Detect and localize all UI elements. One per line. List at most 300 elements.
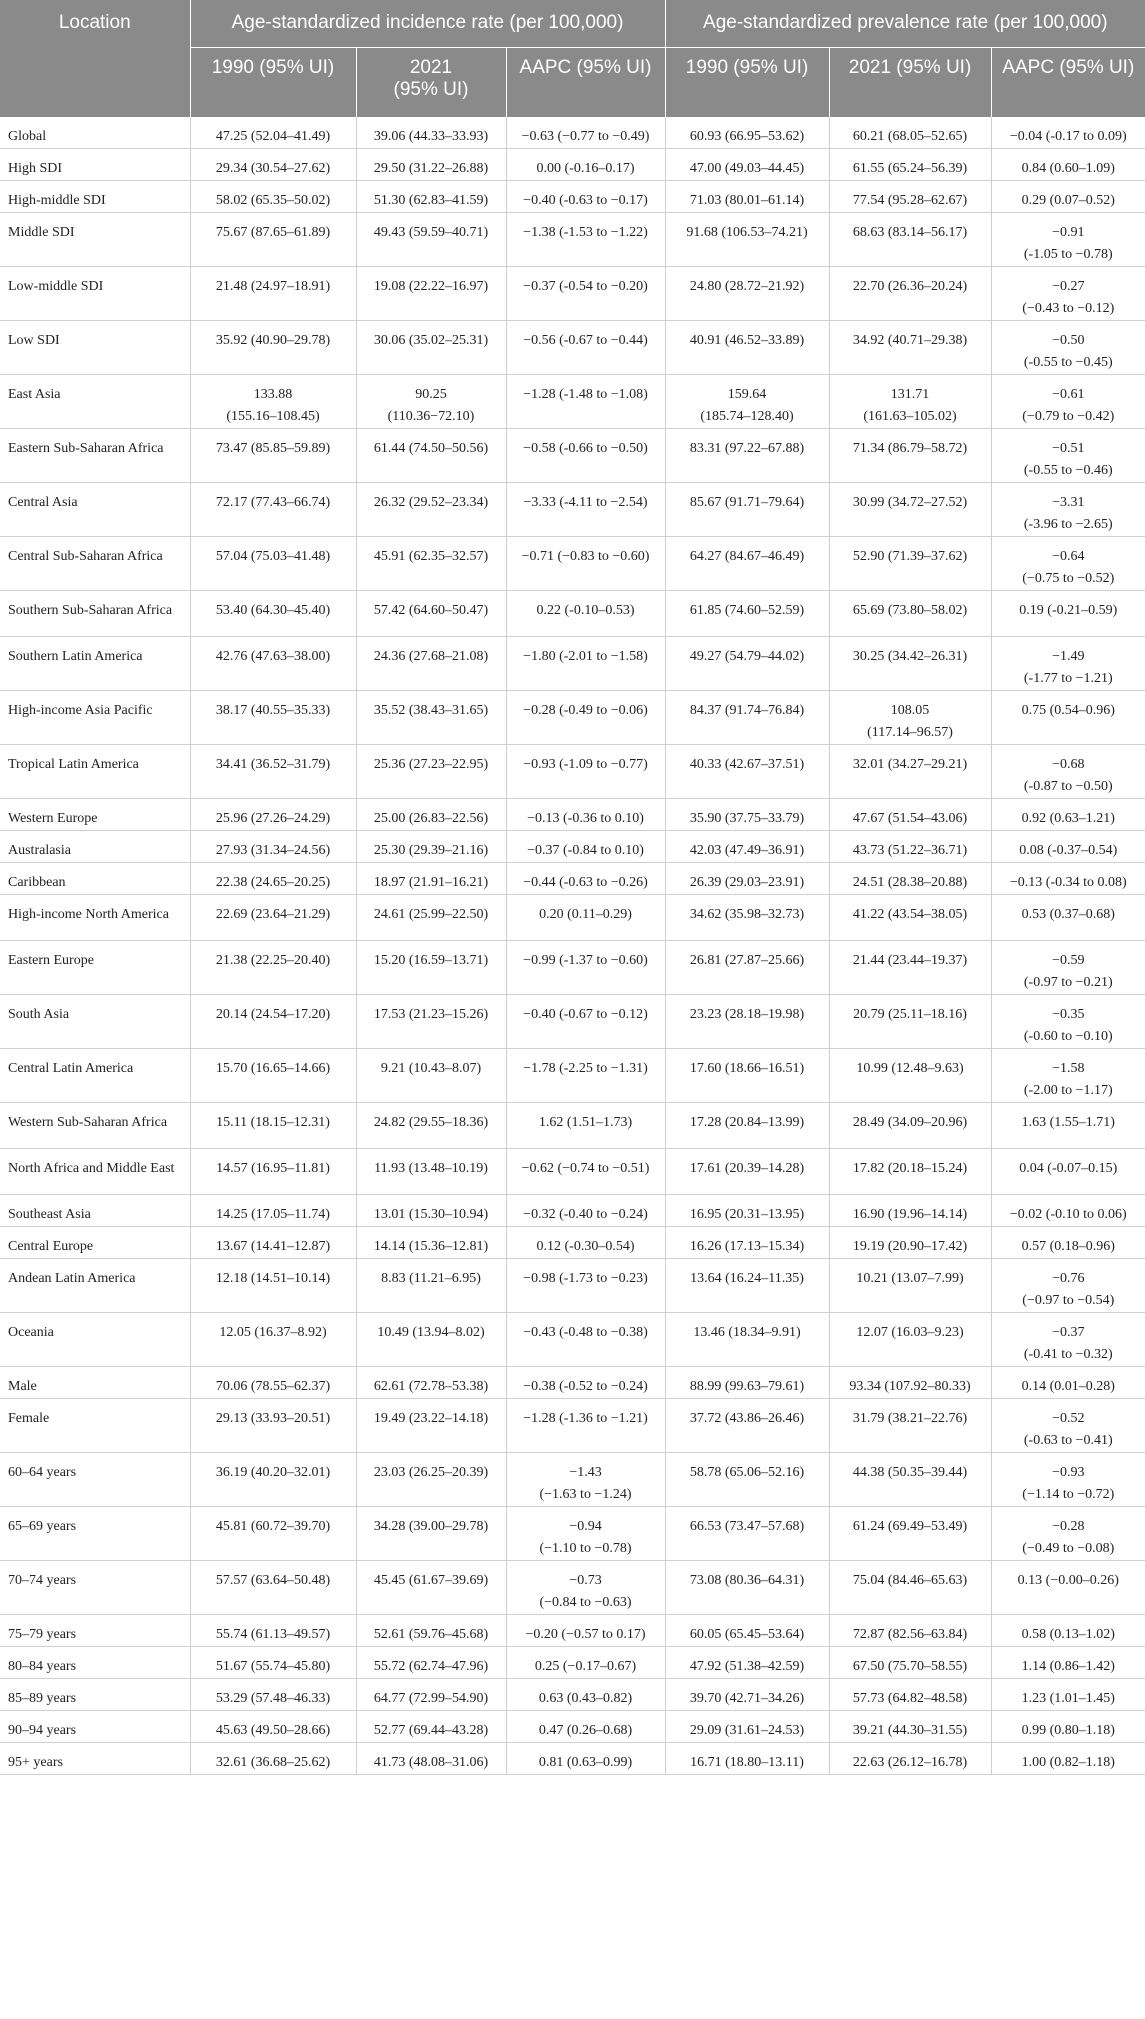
incidence-1990-cell: 27.93 (31.34–24.56): [190, 831, 356, 863]
incidence-aapc-cell: −0.62 (−0.74 to −0.51): [506, 1149, 665, 1195]
incidence-2021-cell: 55.72 (62.74–47.96): [356, 1647, 506, 1679]
incidence-2021-cell: 15.20 (16.59–13.71): [356, 941, 506, 995]
incidence-1990-cell: 29.34 (30.54–27.62): [190, 149, 356, 181]
incidence-aapc-cell: 0.47 (0.26–0.68): [506, 1711, 665, 1743]
table-row: [0, 1149, 1145, 1195]
prevalence-2021-cell: 43.73 (51.22–36.71): [829, 831, 991, 863]
incidence-1990-cell: 15.70 (16.65–14.66): [190, 1049, 356, 1103]
prevalence-2021-cell: 30.25 (34.42–26.31): [829, 637, 991, 691]
prevalence-aapc-cell: −1.58 (-2.00 to −1.17): [991, 1049, 1145, 1103]
prevalence-1990-cell: 71.03 (80.01–61.14): [665, 181, 829, 213]
prevalence-1990-cell: 17.60 (18.66–16.51): [665, 1049, 829, 1103]
incidence-aapc-cell: −0.40 (-0.63 to −0.17): [506, 181, 665, 213]
prevalence-aapc-cell: −0.76 (−0.97 to −0.54): [991, 1259, 1145, 1313]
prevalence-1990-cell: 60.93 (66.95–53.62): [665, 117, 829, 149]
location-header: Location: [0, 0, 190, 117]
prevalence-2021-cell: 61.24 (69.49–53.49): [829, 1507, 991, 1561]
table-row: [0, 799, 1145, 831]
table-row: [0, 1743, 1145, 1775]
incidence-2021-cell: 64.77 (72.99–54.90): [356, 1679, 506, 1711]
prevalence-aapc-cell: 0.57 (0.18–0.96): [991, 1227, 1145, 1259]
incidence-aapc-cell: −0.58 (-0.66 to −0.50): [506, 429, 665, 483]
incidence-aapc-cell: −0.71 (−0.83 to −0.60): [506, 537, 665, 591]
table-row: [0, 1647, 1145, 1679]
incidence-1990-cell: 22.38 (24.65–20.25): [190, 863, 356, 895]
prevalence-1990-cell: 159.64 (185.74–128.40): [665, 375, 829, 429]
location-cell: Central Asia: [0, 483, 190, 537]
incidence-aapc-cell: −1.38 (-1.53 to −1.22): [506, 213, 665, 267]
prevalence-1990-cell: 58.78 (65.06–52.16): [665, 1453, 829, 1507]
incidence-2021-cell: 24.36 (27.68–21.08): [356, 637, 506, 691]
incidence-aapc-cell: −0.63 (−0.77 to −0.49): [506, 117, 665, 149]
prevalence-1990-cell: 47.92 (51.38–42.59): [665, 1647, 829, 1679]
incidence-2021-cell: 11.93 (13.48–10.19): [356, 1149, 506, 1195]
location-cell: Low SDI: [0, 321, 190, 375]
incidence-aapc-cell: −0.98 (-1.73 to −0.23): [506, 1259, 665, 1313]
prevalence-2021-cell: 10.21 (13.07–7.99): [829, 1259, 991, 1313]
incidence-aapc-cell: −0.20 (−0.57 to 0.17): [506, 1615, 665, 1647]
incidence-2021-cell: 29.50 (31.22–26.88): [356, 149, 506, 181]
table-row: [0, 1103, 1145, 1149]
incidence-1990-cell: 29.13 (33.93–20.51): [190, 1399, 356, 1453]
prevalence-aapc-cell: −0.04 (-0.17 to 0.09): [991, 117, 1145, 149]
location-cell: East Asia: [0, 375, 190, 429]
prevalence-1990-cell: 17.61 (20.39–14.28): [665, 1149, 829, 1195]
prevalence-2021-cell: 22.70 (26.36–20.24): [829, 267, 991, 321]
table-row: [0, 691, 1145, 745]
incidence-aapc-cell: −0.38 (-0.52 to −0.24): [506, 1367, 665, 1399]
incidence-2021-cell: 19.49 (23.22–14.18): [356, 1399, 506, 1453]
prevalence-1990-cell: 23.23 (28.18–19.98): [665, 995, 829, 1049]
incidence-2021-cell: 51.30 (62.83–41.59): [356, 181, 506, 213]
table-row: [0, 181, 1145, 213]
incidence-2021-cell: 17.53 (21.23–15.26): [356, 995, 506, 1049]
table-row: [0, 1313, 1145, 1367]
incidence-aapc-cell: −1.80 (-2.01 to −1.58): [506, 637, 665, 691]
location-cell: Eastern Sub-Saharan Africa: [0, 429, 190, 483]
prevalence-2021-cell: 61.55 (65.24–56.39): [829, 149, 991, 181]
prevalence-aapc-cell: 0.29 (0.07–0.52): [991, 181, 1145, 213]
incidence-2021-cell: 18.97 (21.91–16.21): [356, 863, 506, 895]
prevalence-1990-cell: 85.67 (91.71–79.64): [665, 483, 829, 537]
prevalence-aapc-cell: 0.13 (−0.00–0.26): [991, 1561, 1145, 1615]
table-row: [0, 1561, 1145, 1615]
location-cell: Southern Latin America: [0, 637, 190, 691]
prevalence-aapc-cell: 0.84 (0.60–1.09): [991, 149, 1145, 181]
prevalence-1990-cell: 26.39 (29.03–23.91): [665, 863, 829, 895]
table-row: [0, 1507, 1145, 1561]
incidence-2021-cell: 35.52 (38.43–31.65): [356, 691, 506, 745]
prevalence-group-header: Age-standardized prevalence rate (per 100,000): [665, 0, 1145, 47]
prevalence-1990-cell: 13.46 (18.34–9.91): [665, 1313, 829, 1367]
prevalence-aapc-cell: −0.35 (-0.60 to −0.10): [991, 995, 1145, 1049]
prevalence-2021-cell: 68.63 (83.14–56.17): [829, 213, 991, 267]
location-cell: Male: [0, 1367, 190, 1399]
table-row: [0, 149, 1145, 181]
prevalence-aapc-cell: −0.91 (-1.05 to −0.78): [991, 213, 1145, 267]
incidence-1990-cell: 38.17 (40.55–35.33): [190, 691, 356, 745]
incidence-1990-cell: 15.11 (18.15–12.31): [190, 1103, 356, 1149]
prevalence-aapc-cell: 0.08 (-0.37–0.54): [991, 831, 1145, 863]
incidence-1990-cell: 53.29 (57.48–46.33): [190, 1679, 356, 1711]
table-row: [0, 429, 1145, 483]
table-row: [0, 375, 1145, 429]
location-cell: Central Europe: [0, 1227, 190, 1259]
location-cell: Low-middle SDI: [0, 267, 190, 321]
incidence-2021-cell: 62.61 (72.78–53.38): [356, 1367, 506, 1399]
table-row: [0, 1049, 1145, 1103]
prevalence-1990-cell: 64.27 (84.67–46.49): [665, 537, 829, 591]
table-header: [0, 0, 1145, 117]
prevalence-aapc-cell: 0.92 (0.63–1.21): [991, 799, 1145, 831]
prevalence-1990-cell: 16.95 (20.31–13.95): [665, 1195, 829, 1227]
table-row: [0, 267, 1145, 321]
location-cell: Caribbean: [0, 863, 190, 895]
location-cell: Central Sub-Saharan Africa: [0, 537, 190, 591]
incidence-1990-cell: 51.67 (55.74–45.80): [190, 1647, 356, 1679]
incidence-1990-cell: 21.38 (22.25–20.40): [190, 941, 356, 995]
location-cell: Australasia: [0, 831, 190, 863]
header-row-groups: [0, 0, 1145, 47]
prevalence-1990-cell: 73.08 (80.36–64.31): [665, 1561, 829, 1615]
location-cell: South Asia: [0, 995, 190, 1049]
incidence-1990-cell: 36.19 (40.20–32.01): [190, 1453, 356, 1507]
incidence-2021-cell: 8.83 (11.21–6.95): [356, 1259, 506, 1313]
location-cell: Southern Sub-Saharan Africa: [0, 591, 190, 637]
incidence-2021-cell: 90.25 (110.36−72.10): [356, 375, 506, 429]
incidence-2021-cell: 45.45 (61.67–39.69): [356, 1561, 506, 1615]
prevalence-aapc-cell: −0.27 (−0.43 to −0.12): [991, 267, 1145, 321]
prevalence-aapc-cell: −1.49 (-1.77 to −1.21): [991, 637, 1145, 691]
prevalence-1990-cell: 24.80 (28.72–21.92): [665, 267, 829, 321]
prevalence-1990-header: 1990 (95% UI): [665, 47, 829, 117]
table-row: [0, 321, 1145, 375]
incidence-1990-cell: 45.81 (60.72–39.70): [190, 1507, 356, 1561]
incidence-aapc-cell: −0.32 (-0.40 to −0.24): [506, 1195, 665, 1227]
incidence-aapc-cell: −0.43 (-0.48 to −0.38): [506, 1313, 665, 1367]
incidence-aapc-cell: −0.93 (-1.09 to −0.77): [506, 745, 665, 799]
incidence-group-header: Age-standardized incidence rate (per 100,000): [190, 0, 665, 47]
prevalence-2021-cell: 77.54 (95.28–62.67): [829, 181, 991, 213]
incidence-aapc-cell: −0.37 (-0.54 to −0.20): [506, 267, 665, 321]
prevalence-2021-cell: 21.44 (23.44–19.37): [829, 941, 991, 995]
incidence-aapc-cell: −3.33 (-4.11 to −2.54): [506, 483, 665, 537]
location-cell: Oceania: [0, 1313, 190, 1367]
prevalence-aapc-cell: −0.13 (-0.34 to 0.08): [991, 863, 1145, 895]
prevalence-2021-cell: 71.34 (86.79–58.72): [829, 429, 991, 483]
table-row: [0, 213, 1145, 267]
incidence-aapc-cell: 0.00 (-0.16–0.17): [506, 149, 665, 181]
prevalence-2021-cell: 24.51 (28.38–20.88): [829, 863, 991, 895]
prevalence-2021-cell: 32.01 (34.27–29.21): [829, 745, 991, 799]
incidence-2021-cell: 57.42 (64.60–50.47): [356, 591, 506, 637]
prevalence-2021-cell: 22.63 (26.12–16.78): [829, 1743, 991, 1775]
location-cell: 85–89 years: [0, 1679, 190, 1711]
prevalence-2021-cell: 28.49 (34.09–20.96): [829, 1103, 991, 1149]
incidence-1990-cell: 35.92 (40.90–29.78): [190, 321, 356, 375]
incidence-2021-cell: 19.08 (22.22–16.97): [356, 267, 506, 321]
location-cell: High SDI: [0, 149, 190, 181]
incidence-aapc-cell: −1.43 (−1.63 to −1.24): [506, 1453, 665, 1507]
incidence-1990-cell: 55.74 (61.13–49.57): [190, 1615, 356, 1647]
location-cell: High-middle SDI: [0, 181, 190, 213]
prevalence-1990-cell: 35.90 (37.75–33.79): [665, 799, 829, 831]
incidence-1990-cell: 42.76 (47.63–38.00): [190, 637, 356, 691]
incidence-1990-cell: 133.88 (155.16–108.45): [190, 375, 356, 429]
prevalence-1990-cell: 16.26 (17.13–15.34): [665, 1227, 829, 1259]
incidence-2021-cell: 25.30 (29.39–21.16): [356, 831, 506, 863]
prevalence-2021-cell: 47.67 (51.54–43.06): [829, 799, 991, 831]
prevalence-2021-cell: 31.79 (38.21–22.76): [829, 1399, 991, 1453]
prevalence-1990-cell: 40.33 (42.67–37.51): [665, 745, 829, 799]
prevalence-aapc-cell: −0.37 (-0.41 to −0.32): [991, 1313, 1145, 1367]
prevalence-aapc-cell: −0.52 (-0.63 to −0.41): [991, 1399, 1145, 1453]
prevalence-aapc-cell: −0.93 (−1.14 to −0.72): [991, 1453, 1145, 1507]
location-cell: Eastern Europe: [0, 941, 190, 995]
incidence-aapc-cell: −1.28 (-1.36 to −1.21): [506, 1399, 665, 1453]
incidence-aapc-cell: −1.78 (-2.25 to −1.31): [506, 1049, 665, 1103]
incidence-aapc-cell: 0.20 (0.11–0.29): [506, 895, 665, 941]
incidence-1990-cell: 20.14 (24.54–17.20): [190, 995, 356, 1049]
table-row: [0, 1227, 1145, 1259]
prevalence-2021-cell: 10.99 (12.48–9.63): [829, 1049, 991, 1103]
location-cell: 70–74 years: [0, 1561, 190, 1615]
prevalence-aapc-cell: 0.04 (-0.07–0.15): [991, 1149, 1145, 1195]
location-cell: High-income Asia Pacific: [0, 691, 190, 745]
table-row: [0, 895, 1145, 941]
prevalence-2021-cell: 93.34 (107.92–80.33): [829, 1367, 991, 1399]
incidence-aapc-cell: −1.28 (-1.48 to −1.08): [506, 375, 665, 429]
prevalence-2021-cell: 75.04 (84.46–65.63): [829, 1561, 991, 1615]
incidence-1990-cell: 21.48 (24.97–18.91): [190, 267, 356, 321]
prevalence-1990-cell: 26.81 (27.87–25.66): [665, 941, 829, 995]
prevalence-1990-cell: 49.27 (54.79–44.02): [665, 637, 829, 691]
incidence-aapc-cell: 0.81 (0.63–0.99): [506, 1743, 665, 1775]
incidence-aapc-cell: −0.94 (−1.10 to −0.78): [506, 1507, 665, 1561]
incidence-aapc-header: AAPC (95% UI): [506, 47, 665, 117]
prevalence-aapc-cell: −0.59 (-0.97 to −0.21): [991, 941, 1145, 995]
incidence-aapc-cell: 0.22 (-0.10–0.53): [506, 591, 665, 637]
prevalence-aapc-cell: 0.58 (0.13–1.02): [991, 1615, 1145, 1647]
prevalence-2021-cell: 67.50 (75.70–58.55): [829, 1647, 991, 1679]
table-row: [0, 1711, 1145, 1743]
prevalence-aapc-cell: 1.14 (0.86–1.42): [991, 1647, 1145, 1679]
incidence-2021-cell: 52.77 (69.44–43.28): [356, 1711, 506, 1743]
location-cell: 65–69 years: [0, 1507, 190, 1561]
table-row: [0, 1615, 1145, 1647]
prevalence-2021-cell: 60.21 (68.05–52.65): [829, 117, 991, 149]
prevalence-1990-cell: 84.37 (91.74–76.84): [665, 691, 829, 745]
incidence-2021-cell: 30.06 (35.02–25.31): [356, 321, 506, 375]
incidence-1990-cell: 25.96 (27.26–24.29): [190, 799, 356, 831]
table-row: [0, 117, 1145, 149]
prevalence-2021-cell: 12.07 (16.03–9.23): [829, 1313, 991, 1367]
prevalence-aapc-cell: 0.99 (0.80–1.18): [991, 1711, 1145, 1743]
table-row: [0, 995, 1145, 1049]
prevalence-2021-header: 2021 (95% UI): [829, 47, 991, 117]
incidence-2021-header: 2021 (95% UI): [356, 47, 506, 117]
table-row: [0, 483, 1145, 537]
location-cell: Western Europe: [0, 799, 190, 831]
prevalence-aapc-cell: −0.02 (-0.10 to 0.06): [991, 1195, 1145, 1227]
incidence-2021-cell: 14.14 (15.36–12.81): [356, 1227, 506, 1259]
incidence-1990-cell: 72.17 (77.43–66.74): [190, 483, 356, 537]
location-cell: Middle SDI: [0, 213, 190, 267]
location-cell: 75–79 years: [0, 1615, 190, 1647]
location-cell: Global: [0, 117, 190, 149]
prevalence-1990-cell: 42.03 (47.49–36.91): [665, 831, 829, 863]
prevalence-aapc-cell: −0.51 (-0.55 to −0.46): [991, 429, 1145, 483]
table-row: [0, 537, 1145, 591]
incidence-aapc-cell: −0.13 (-0.36 to 0.10): [506, 799, 665, 831]
prevalence-aapc-cell: 1.23 (1.01–1.45): [991, 1679, 1145, 1711]
prevalence-2021-cell: 39.21 (44.30–31.55): [829, 1711, 991, 1743]
incidence-1990-cell: 45.63 (49.50–28.66): [190, 1711, 356, 1743]
location-cell: 90–94 years: [0, 1711, 190, 1743]
prevalence-2021-cell: 65.69 (73.80–58.02): [829, 591, 991, 637]
incidence-1990-cell: 58.02 (65.35–50.02): [190, 181, 356, 213]
table-row: [0, 863, 1145, 895]
incidence-1990-cell: 12.18 (14.51–10.14): [190, 1259, 356, 1313]
prevalence-1990-cell: 60.05 (65.45–53.64): [665, 1615, 829, 1647]
incidence-1990-header: 1990 (95% UI): [190, 47, 356, 117]
prevalence-2021-cell: 52.90 (71.39–37.62): [829, 537, 991, 591]
prevalence-1990-cell: 91.68 (106.53–74.21): [665, 213, 829, 267]
prevalence-aapc-cell: 1.63 (1.55–1.71): [991, 1103, 1145, 1149]
prevalence-aapc-cell: 0.75 (0.54–0.96): [991, 691, 1145, 745]
prevalence-1990-cell: 47.00 (49.03–44.45): [665, 149, 829, 181]
incidence-2021-cell: 25.36 (27.23–22.95): [356, 745, 506, 799]
prevalence-aapc-header: AAPC (95% UI): [991, 47, 1145, 117]
incidence-2021-cell: 52.61 (59.76–45.68): [356, 1615, 506, 1647]
incidence-aapc-cell: −0.73 (−0.84 to −0.63): [506, 1561, 665, 1615]
incidence-1990-cell: 13.67 (14.41–12.87): [190, 1227, 356, 1259]
incidence-2021-cell: 26.32 (29.52–23.34): [356, 483, 506, 537]
incidence-1990-cell: 14.57 (16.95–11.81): [190, 1149, 356, 1195]
incidence-1990-cell: 53.40 (64.30–45.40): [190, 591, 356, 637]
prevalence-2021-cell: 41.22 (43.54–38.05): [829, 895, 991, 941]
prevalence-2021-cell: 17.82 (20.18–15.24): [829, 1149, 991, 1195]
table-row: [0, 1367, 1145, 1399]
prevalence-aapc-cell: −0.64 (−0.75 to −0.52): [991, 537, 1145, 591]
prevalence-aapc-cell: 0.19 (-0.21–0.59): [991, 591, 1145, 637]
incidence-1990-cell: 34.41 (36.52–31.79): [190, 745, 356, 799]
location-cell: Female: [0, 1399, 190, 1453]
incidence-1990-cell: 70.06 (78.55–62.37): [190, 1367, 356, 1399]
table-row: [0, 637, 1145, 691]
location-cell: Andean Latin America: [0, 1259, 190, 1313]
prevalence-1990-cell: 88.99 (99.63–79.61): [665, 1367, 829, 1399]
incidence-aapc-cell: −0.37 (-0.84 to 0.10): [506, 831, 665, 863]
table-row: [0, 745, 1145, 799]
table-row: [0, 591, 1145, 637]
prevalence-aapc-cell: −0.50 (-0.55 to −0.45): [991, 321, 1145, 375]
prevalence-1990-cell: 37.72 (43.86–26.46): [665, 1399, 829, 1453]
incidence-2021-cell: 39.06 (44.33–33.93): [356, 117, 506, 149]
location-cell: 95+ years: [0, 1743, 190, 1775]
incidence-2021-cell: 13.01 (15.30–10.94): [356, 1195, 506, 1227]
prevalence-aapc-cell: −0.61 (−0.79 to −0.42): [991, 375, 1145, 429]
prevalence-2021-cell: 131.71 (161.63–105.02): [829, 375, 991, 429]
prevalence-2021-cell: 44.38 (50.35–39.44): [829, 1453, 991, 1507]
prevalence-aapc-cell: −0.68 (-0.87 to −0.50): [991, 745, 1145, 799]
prevalence-2021-cell: 57.73 (64.82–48.58): [829, 1679, 991, 1711]
table-row: [0, 941, 1145, 995]
incidence-2021-cell: 41.73 (48.08–31.06): [356, 1743, 506, 1775]
incidence-aapc-cell: −0.28 (-0.49 to −0.06): [506, 691, 665, 745]
prevalence-aapc-cell: 0.14 (0.01–0.28): [991, 1367, 1145, 1399]
location-cell: Tropical Latin America: [0, 745, 190, 799]
incidence-1990-cell: 75.67 (87.65–61.89): [190, 213, 356, 267]
incidence-1990-cell: 47.25 (52.04–41.49): [190, 117, 356, 149]
incidence-2021-cell: 25.00 (26.83–22.56): [356, 799, 506, 831]
incidence-aapc-cell: −0.40 (-0.67 to −0.12): [506, 995, 665, 1049]
incidence-2021-cell: 10.49 (13.94–8.02): [356, 1313, 506, 1367]
prevalence-1990-cell: 13.64 (16.24–11.35): [665, 1259, 829, 1313]
incidence-1990-cell: 14.25 (17.05–11.74): [190, 1195, 356, 1227]
incidence-1990-cell: 73.47 (85.85–59.89): [190, 429, 356, 483]
table-row: [0, 1679, 1145, 1711]
incidence-2021-cell: 24.61 (25.99–22.50): [356, 895, 506, 941]
prevalence-1990-cell: 16.71 (18.80–13.11): [665, 1743, 829, 1775]
incidence-2021-cell: 23.03 (26.25–20.39): [356, 1453, 506, 1507]
location-cell: Western Sub-Saharan Africa: [0, 1103, 190, 1149]
incidence-2021-cell: 49.43 (59.59–40.71): [356, 213, 506, 267]
incidence-aapc-cell: −0.56 (-0.67 to −0.44): [506, 321, 665, 375]
prevalence-aapc-cell: −3.31 (-3.96 to −2.65): [991, 483, 1145, 537]
location-cell: 60–64 years: [0, 1453, 190, 1507]
prevalence-1990-cell: 66.53 (73.47–57.68): [665, 1507, 829, 1561]
incidence-aapc-cell: 0.63 (0.43–0.82): [506, 1679, 665, 1711]
prevalence-1990-cell: 61.85 (74.60–52.59): [665, 591, 829, 637]
incidence-1990-cell: 32.61 (36.68–25.62): [190, 1743, 356, 1775]
prevalence-aapc-cell: 1.00 (0.82–1.18): [991, 1743, 1145, 1775]
incidence-1990-cell: 12.05 (16.37–8.92): [190, 1313, 356, 1367]
prevalence-1990-cell: 83.31 (97.22–67.88): [665, 429, 829, 483]
incidence-1990-cell: 22.69 (23.64–21.29): [190, 895, 356, 941]
prevalence-1990-cell: 17.28 (20.84–13.99): [665, 1103, 829, 1149]
prevalence-2021-cell: 72.87 (82.56–63.84): [829, 1615, 991, 1647]
incidence-2021-cell: 34.28 (39.00–29.78): [356, 1507, 506, 1561]
prevalence-aapc-cell: −0.28 (−0.49 to −0.08): [991, 1507, 1145, 1561]
incidence-aapc-cell: −0.99 (-1.37 to −0.60): [506, 941, 665, 995]
prevalence-2021-cell: 108.05 (117.14–96.57): [829, 691, 991, 745]
incidence-2021-cell: 9.21 (10.43–8.07): [356, 1049, 506, 1103]
incidence-aapc-cell: −0.44 (-0.63 to −0.26): [506, 863, 665, 895]
prevalence-1990-cell: 34.62 (35.98–32.73): [665, 895, 829, 941]
prevalence-1990-cell: 40.91 (46.52–33.89): [665, 321, 829, 375]
incidence-2021-cell: 61.44 (74.50–50.56): [356, 429, 506, 483]
incidence-aapc-cell: 0.12 (-0.30–0.54): [506, 1227, 665, 1259]
table-body: [0, 117, 1145, 1775]
table-row: [0, 1453, 1145, 1507]
prevalence-2021-cell: 16.90 (19.96–14.14): [829, 1195, 991, 1227]
incidence-2021-cell: 45.91 (62.35–32.57): [356, 537, 506, 591]
location-cell: High-income North America: [0, 895, 190, 941]
prevalence-1990-cell: 29.09 (31.61–24.53): [665, 1711, 829, 1743]
incidence-aapc-cell: 1.62 (1.51–1.73): [506, 1103, 665, 1149]
location-cell: North Africa and Middle East: [0, 1149, 190, 1195]
location-cell: Central Latin America: [0, 1049, 190, 1103]
prevalence-aapc-cell: 0.53 (0.37–0.68): [991, 895, 1145, 941]
table-row: [0, 1195, 1145, 1227]
location-cell: Southeast Asia: [0, 1195, 190, 1227]
prevalence-2021-cell: 30.99 (34.72–27.52): [829, 483, 991, 537]
prevalence-2021-cell: 34.92 (40.71–29.38): [829, 321, 991, 375]
prevalence-1990-cell: 39.70 (42.71–34.26): [665, 1679, 829, 1711]
incidence-1990-cell: 57.04 (75.03–41.48): [190, 537, 356, 591]
incidence-1990-cell: 57.57 (63.64–50.48): [190, 1561, 356, 1615]
